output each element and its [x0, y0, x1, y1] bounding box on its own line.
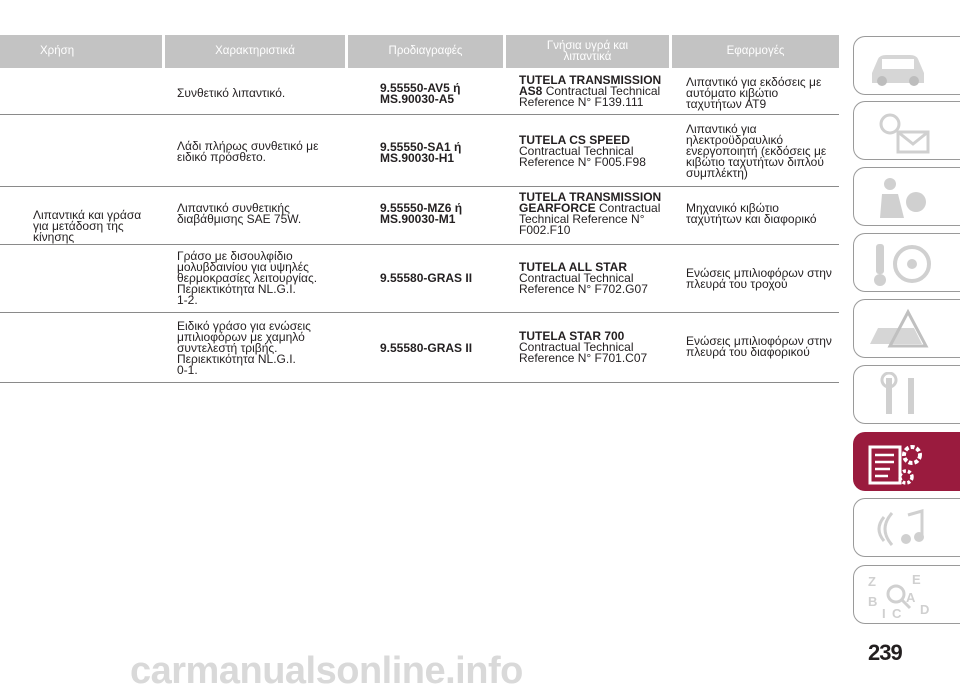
chapter-tab-index[interactable] — [853, 565, 960, 624]
specification-cell: 9.55580-GRAS II — [380, 271, 473, 285]
car-icon — [864, 43, 934, 91]
characteristics-cell: Λιπαντικό συνθετικής διαβάθμισης SAE 75W. — [177, 201, 302, 226]
genuine-product-cell: TUTELA ALL STAR Contractual Technical Reference N° F702.G07 — [519, 260, 648, 296]
characteristics-cell: Ειδικό γράσο για ενώσεις μπιλιοφόρων με χαμηλό συντελεστή τριβής. Περιεκτικότητα NL.G.I. 0-1. — [177, 319, 311, 377]
index-abc-icon — [864, 572, 934, 620]
header-specifications: Προδιαγραφές — [348, 35, 503, 68]
specification-cell: 9.55550-SA1 ή MS.90030-H1 — [380, 140, 462, 165]
svg-text:C: C — [892, 606, 902, 620]
characteristics-cell: Γράσο με δισουλφίδιο μολυβδαινίου για υψηλές θερμοκρασίες λειτουργίας. Περιεκτικότητα NL.G.I. 1-2. — [177, 249, 318, 307]
svg-text:B: B — [868, 594, 878, 609]
table-header — [0, 35, 839, 68]
usage-cell: Λιπαντικά και γράσα για μετάδοση της κίνησης — [33, 208, 142, 244]
table-row — [0, 312, 839, 383]
application-cell: Λιπαντικό για εκδόσεις με αυτόματο κιβώτιο ταχυτήτων AT9 — [686, 75, 822, 111]
chapter-tab-multimedia[interactable] — [853, 498, 960, 557]
specifications-gears-icon — [864, 439, 934, 487]
chapter-tab-technical-data[interactable] — [853, 432, 960, 491]
svg-text:Z: Z — [868, 574, 876, 589]
table-row — [0, 186, 839, 245]
multimedia-icon — [864, 505, 934, 553]
wrench-icon — [864, 372, 934, 420]
genuine-product-cell: TUTELA TRANSMISSION AS8 Contractual Technical Reference N° F139.111 — [519, 73, 662, 109]
genuine-product-cell: TUTELA STAR 700 Contractual Technical Reference N° F701.C07 — [519, 329, 648, 365]
chapter-tab-starting-driving[interactable] — [853, 233, 960, 292]
characteristics-cell: Λάδι πλήρως συνθετικό με ειδικό πρόσθετο. — [177, 139, 319, 164]
application-cell: Λιπαντικό για ηλεκτροϋδραυλικό ενεργοποιητή (εκδόσεις με κιβώτιο ταχυτήτων διπλού συμπλέκτη) — [686, 122, 827, 180]
table-row — [0, 114, 839, 187]
specification-cell: 9.55580-GRAS II — [380, 341, 473, 355]
specification-cell: 9.55550-MZ6 ή MS.90030-M1 — [380, 201, 463, 226]
genuine-product-cell: TUTELA CS SPEED Contractual Technical Reference N° F005.F98 — [519, 133, 646, 169]
application-cell: Μηχανικό κιβώτιο ταχυτήτων και διαφορικό — [686, 201, 817, 226]
characteristics-cell: Συνθετικό λιπαντικό. — [177, 86, 286, 100]
page-number: 239 — [868, 640, 902, 665]
application-cell: Ενώσεις μπιλιοφόρων στην πλευρά του διαφορικού — [686, 334, 832, 359]
key-steering-wheel-icon — [864, 240, 934, 288]
table-row — [0, 244, 839, 313]
table-row — [0, 68, 839, 115]
svg-text:I: I — [882, 606, 886, 620]
specification-cell: 9.55550-AV5 ή MS.90030-A5 — [380, 81, 461, 106]
chapter-tab-warnings[interactable] — [853, 101, 960, 160]
warning-lights-icon — [864, 108, 934, 156]
application-cell: Ενώσεις μπιλιοφόρων στην πλευρά του τροχού — [686, 266, 832, 291]
header-usage: Χρήση — [0, 35, 162, 68]
chapter-tab-vehicle[interactable] — [853, 36, 960, 95]
chapter-tab-maintenance[interactable] — [853, 365, 960, 424]
genuine-product-cell: TUTELA TRANSMISSION GEARFORCE Contractual Technical Reference N° F002.F10 — [519, 190, 662, 237]
svg-text:D: D — [920, 602, 930, 617]
watermark: carmanualsonline.info — [130, 650, 523, 692]
breakdown-icon — [864, 306, 934, 354]
svg-text:A: A — [906, 590, 916, 605]
chapter-tab-emergency[interactable] — [853, 299, 960, 358]
chapter-tab-safety[interactable] — [853, 167, 960, 226]
seat-airbag-icon — [864, 174, 934, 222]
header-applications: Εφαρμογές — [672, 35, 839, 68]
header-genuine-fluids: Γνήσια υγρά και λιπαντικά — [506, 35, 669, 68]
header-characteristics: Χαρακτηριστικά — [165, 35, 345, 68]
svg-text:E: E — [912, 572, 921, 587]
